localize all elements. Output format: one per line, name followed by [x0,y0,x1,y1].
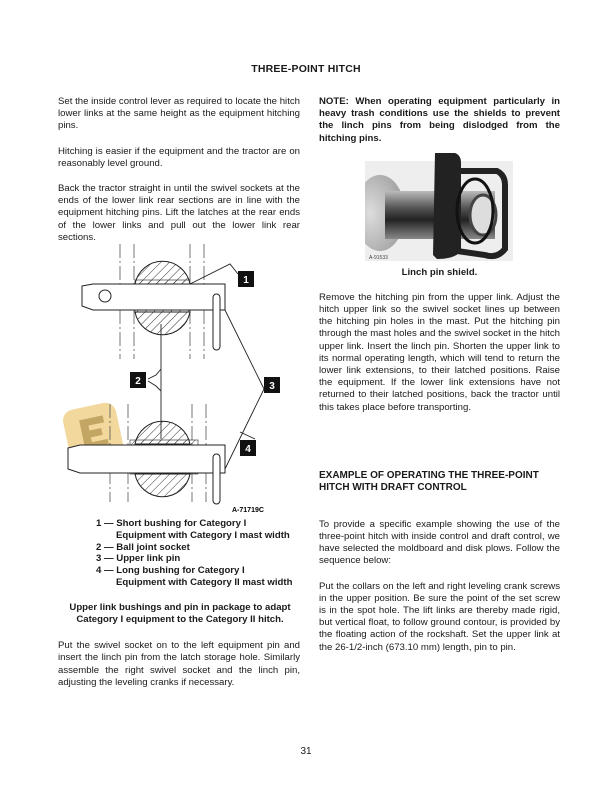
svg-text:3: 3 [269,381,275,393]
paragraph-collars: Put the collars on the left and right leveling crank screws in the upper position. Be sure the point of the set screw is in the spot hole. The lift links are thereby made rigid, but vertical float, to follow ground contour, is provided by the floating action of the rockshaft. Set the upper link at the 26-1/2-inch (673.10 mm) length, pin to pin. [319,580,560,653]
linch-pin-shield-photo [365,151,513,263]
svg-text:1: 1 [243,275,249,287]
callout-2 [130,372,146,388]
paragraph-example: To provide a specific example showing the use of the three-point hitch with inside control and draft control, we have selected the moldboard and disk plows. Follow the sequence below: [319,518,560,567]
note-paragraph: NOTE: When operating equipment particularly in heavy trash conditions use the shields to prevent the linch pins from being dislodged from the hitching pins. [319,96,560,144]
svg-text:2: 2 [135,376,141,388]
paragraph-back-tractor: Back the tractor straight in until the swivel sockets at the ends of the lower link rear sections are in line with the equipment hitching pins. Lift the latches at the rear ends of the lower links and pull out the lower link rear sections. [58,183,300,243]
figure-caption: Upper link bushings and pin in package to adapt Category I equipment to the Category II hitch. [69,601,291,626]
left-column [58,96,300,689]
paragraph-level-ground: Hitching is easier if the equipment and the tractor are on reasonably level ground. [58,145,300,169]
callout-1 [238,271,254,287]
legend-item-continued: Equipment with Category II mast width [116,577,293,589]
figure-code: A-71719C [232,507,264,515]
figure-legend [96,518,300,589]
svg-text:4: 4 [245,444,251,456]
legend-item: 3 — Upper link pin [96,553,181,565]
section-heading: EXAMPLE OF OPERATING THE THREE-POINT HITCH WITH DRAFT CONTROL [319,469,539,494]
legend-item: 4 — Long bushing for Category I [96,565,245,577]
callout-4 [240,440,256,456]
paragraph-control-lever: Set the inside control lever as required to locate the hitch lower links at the same height as the equipment hitching pins. [58,96,300,132]
paragraph-swivel-socket: Put the swivel socket on to the left equipment pin and insert the linch pin from the latch storage hole. Similarly assemble the right swivel socket and the linch pin, adjusting the leveling cranks if necessary. [58,640,300,688]
photo-caption: Linch pin shield. [401,266,478,278]
callout-3 [264,377,280,393]
legend-item: 1 — Short bushing for Category I [96,518,247,530]
upper-link-pin-diagram [60,244,300,516]
legend-item-continued: Equipment with Category I mast width [116,529,290,541]
page-title: THREE-POINT HITCH [251,63,361,75]
paragraph-remove-hitching-pin: Remove the hitching pin from the upper link. Adjust the hitch upper link so the swivel socket lines up between the hitching pin holes in the mast. Put the hitching pin through the mast holes and the swivel socket in the hitch upper link. Insert the linch pin. Shorten the upper link to its normal operating length, which will tend to return the lower link extensions, to their latched positions. Raise the equipment. If the lower link extensions have not returned to their latched positions, back the tractor until this takes place before transporting. [319,291,560,413]
legend-item: 2 — Ball joint socket [96,541,190,553]
right-column [319,96,560,654]
photo-code: A-91533 [369,254,388,261]
page-number: 31 [300,746,312,757]
